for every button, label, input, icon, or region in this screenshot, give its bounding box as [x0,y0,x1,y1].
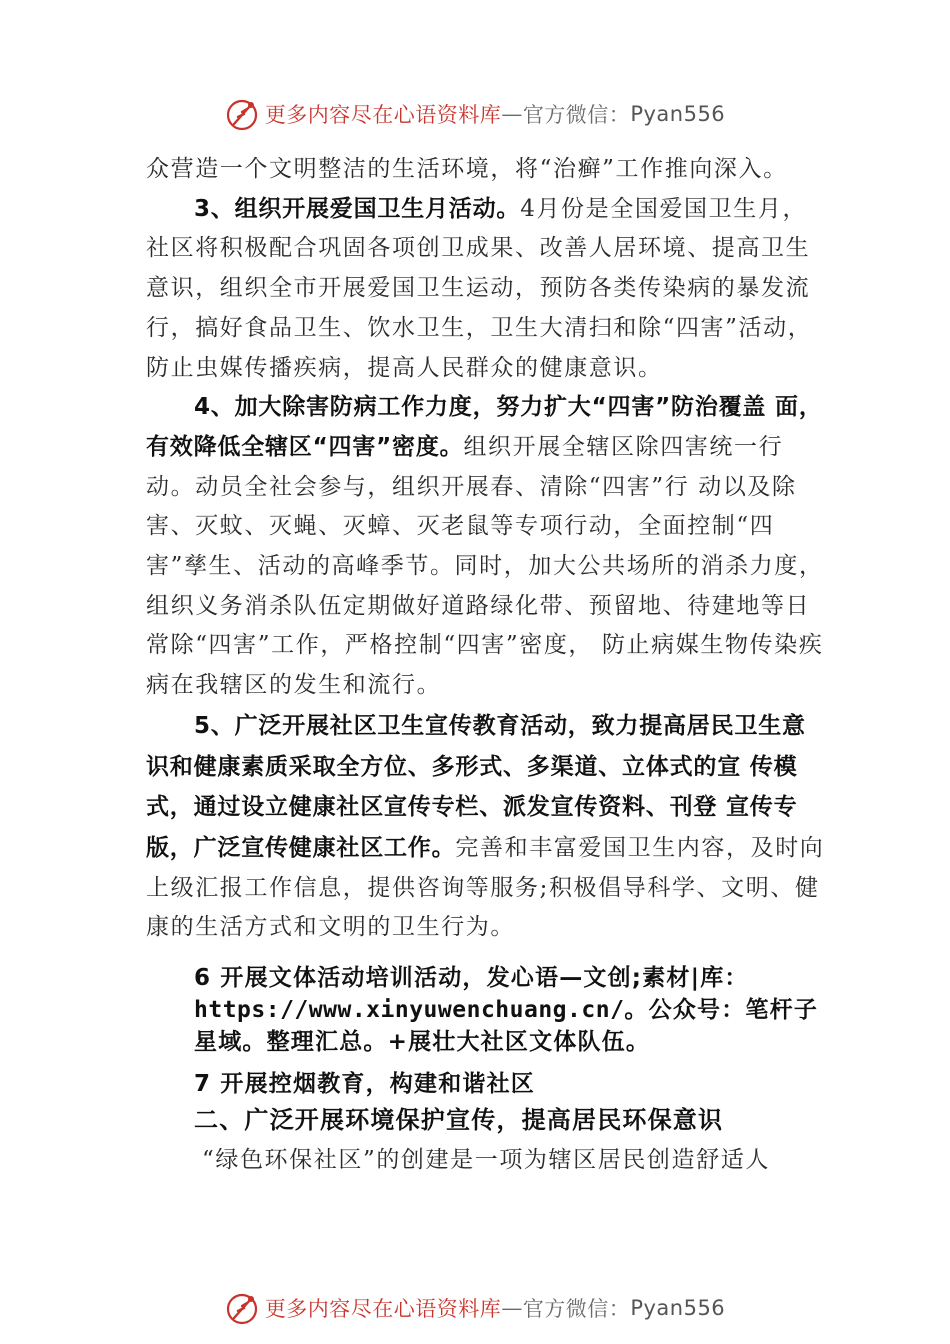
paragraph-5-heading: 5、广泛开展社区卫生宣传教育活动，致力提高居民卫生意识和健康素质采取全方位、多形式、多渠道、立体式的宣 传模式，通过设立健康社区宣传专栏、派发宣传资料、刊登 宣传专版，广泛宣传健康社区工作。 [146,712,806,861]
item-6-text-b: 。公众号：笔杆子星域。整理汇总。+展壮大社区文体队伍。 [194,997,819,1056]
watermark-wechat-id: Pyan556 [630,1296,726,1320]
watermark-banner-top [0,94,950,134]
paragraph-3-heading: 3、组织开展爱国卫生月活动。 [194,195,521,222]
paragraph-5-text: 完善和丰富爱国卫生内容，及时向上级汇报工作信息，提供咨询等服务;积极倡导科学、文明、健康的生活方式和文明的卫生行为。 [146,834,825,941]
watermark-dash: — [501,1296,523,1320]
paragraph-last: “绿色环保社区”的创建是一项为辖区居民创造舒适人 [202,1147,770,1174]
quill-logo-icon [225,97,259,131]
item-6-url: https://www.xinyuwenchuang.cn/ [194,997,625,1024]
paragraph-5 [146,706,826,948]
paragraph-4-text: 组织开展全辖区除四害统一行动。动员全社会参与，组织开展春、清除“四害”行 动以及除害、灭蚊、灭蝇、灭蟑、灭老鼠等专项行动，全面控制“四害”孳生、活动的高峰季节。同时，加大公共场所的消杀力度，组织义务消杀队伍定期做好道路绿化带、预留地、待建地等日常除“四害”工作，严格控制“四害”密度， 防止病媒生物传染疾病在我辖区的发生和流行。 [146,433,824,699]
section-heading-2: 二、广泛开展环境保护宣传，提高居民环保意识 [194,1106,724,1135]
watermark-site-name: 更多内容尽在心语资料库 [264,103,502,127]
watermark-site-name: 更多内容尽在心语资料库 [264,1297,502,1321]
watermark-dash: — [501,102,523,126]
watermark-banner-bottom [0,1288,950,1328]
watermark-wechat-label: 官方微信： [522,1297,631,1321]
item-7: 7 开展控烟教育，构建和谐社区 [194,1071,536,1098]
quill-logo-icon [225,1291,259,1325]
document-body [146,150,826,1180]
paragraph-3-text: 4月份是全国爱国卫生月，社区将积极配合巩固各项创卫成果、改善人居环境、提高卫生意识，组织全市开展爱国卫生运动，预防各类传染病的暴发流行，搞好食品卫生、饮水卫生，卫生大清扫和除“四害”活动，防止虫媒传播疾病，提高人民群众的健康意识。 [146,195,813,381]
item-6 [146,962,826,1058]
paragraph-3 [146,190,826,389]
paragraph-4 [146,388,826,706]
paragraph-continuation: 众营造一个文明整洁的生活环境，将“治癣”工作推向深入。 [146,156,788,182]
item-6-text-a: 6 开展文体活动培训活动，发心语—文创;素材|库： [194,965,749,992]
paragraph-4-heading: 4、加大除害防病工作力度，努力扩大“四害”防治覆盖 面，有效降低全辖区“四害”密度。 [146,394,823,460]
watermark-wechat-label: 官方微信： [522,103,631,127]
watermark-wechat-id: Pyan556 [630,102,726,126]
